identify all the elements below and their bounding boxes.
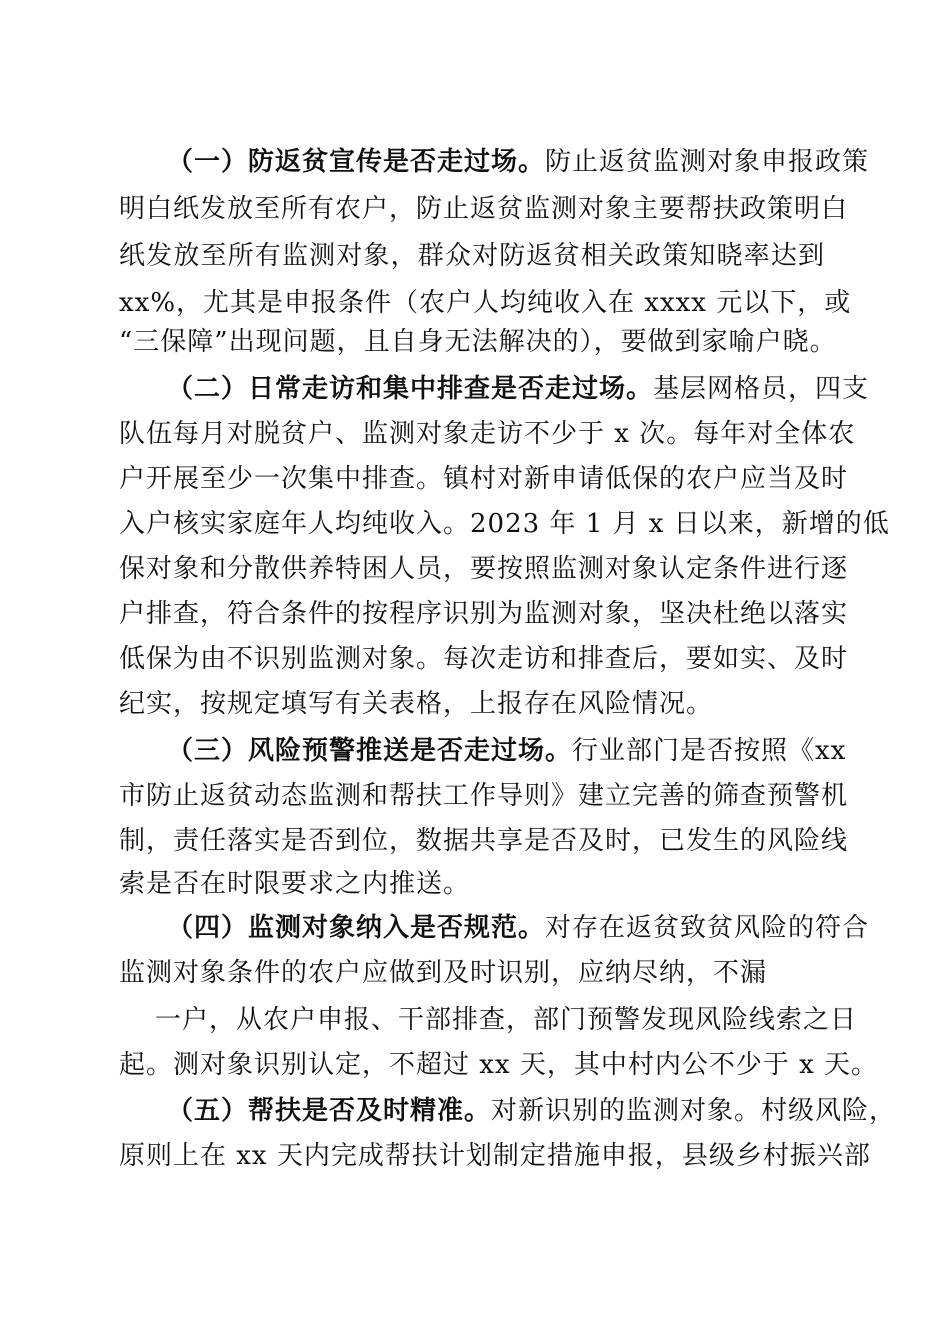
paragraph-4-line-2: 监测对象条件的农户应做到及时识别，应纳尽纳，不漏	[119, 958, 768, 988]
paragraph-1-line-5: “三保障”出现问题，且自身无法解决的），要做到家喻户晓。	[119, 327, 837, 357]
paragraph-2-line-3: 户开展至少一次集中排查。镇村对新申请低保的农户应当及时	[119, 464, 849, 494]
paragraph-2-text: 基层网格员，四支	[653, 374, 870, 404]
paragraph-3-line-4: 索是否在时限要求之内推送。	[119, 869, 471, 899]
paragraph-3-line-3: 制，责任落实是否到位，数据共享是否及时，已发生的风险线	[119, 826, 849, 856]
paragraph-5-text: 对新识别的监测对象。村级风险，	[491, 1096, 897, 1126]
paragraph-4-line-1	[167, 908, 870, 948]
paragraph-4-line-4: 起。测对象识别认定，不超过 xx 天，其中村内公不少于 x 天。	[119, 1050, 879, 1080]
paragraph-3-heading: （三）风险预警推送是否走过场。	[167, 736, 573, 766]
paragraph-1-line-2: 明白纸发放至所有农户，防止返贫监测对象主要帮扶政策明白	[119, 194, 849, 224]
paragraph-5-line-1	[167, 1091, 897, 1131]
paragraph-2-line-1	[167, 369, 870, 409]
paragraph-5-line-2: 原则上在 xx 天内完成帮扶计划制定措施申报，县级乡村振兴部	[119, 1141, 871, 1171]
paragraph-2-heading: （二）日常走访和集中排查是否走过场。	[167, 374, 654, 404]
paragraph-2-line-7: 低保为由不识别监测对象。每次走访和排查后，要如实、及时	[119, 644, 849, 674]
paragraph-4-text: 对存在返贫致贫风险的符合	[545, 913, 870, 943]
paragraph-1-line-4: xx%，尤其是申报条件（农户人均纯收入在 xxxx 元以下，或	[119, 288, 852, 318]
paragraph-1-text: 防止返贫监测对象申报政策	[545, 147, 870, 177]
paragraph-2-line-8: 纪实，按规定填写有关表格，上报存在风险情况。	[119, 689, 714, 719]
paragraph-2-line-6: 户排查，符合条件的按程序识别为监测对象，坚决杜绝以落实	[119, 599, 849, 629]
paragraph-2-line-4: 入户核实家庭年人均纯收入。2023 年 1 月 x 日以来，新增的低	[119, 509, 890, 539]
paragraph-1-heading: （一）防返贫宣传是否走过场。	[167, 147, 546, 177]
paragraph-4-heading: （四）监测对象纳入是否规范。	[167, 913, 546, 943]
paragraph-1-line-1	[167, 142, 870, 182]
paragraph-3-text: 行业部门是否按照《xx	[572, 736, 847, 766]
paragraph-4-line-3: 一户，从农户申报、干部排查，部门预警发现风险线索之日	[155, 1005, 858, 1035]
paragraph-2-line-2: 队伍每月对脱贫户、监测对象走访不少于 x 次。每年对全体农	[119, 419, 856, 449]
paragraph-2-line-5: 保对象和分散供养特困人员，要按照监测对象认定条件进行逐	[119, 554, 849, 584]
paragraph-3-line-1	[167, 731, 847, 771]
paragraph-3-line-2: 市防止返贫动态监测和帮扶工作导则》建立完善的筛查预警机	[119, 781, 849, 811]
paragraph-1-line-3: 纸发放至所有监测对象，群众对防返贫相关政策知晓率达到	[119, 241, 825, 271]
paragraph-5-heading: （五）帮扶是否及时精准。	[167, 1096, 492, 1126]
